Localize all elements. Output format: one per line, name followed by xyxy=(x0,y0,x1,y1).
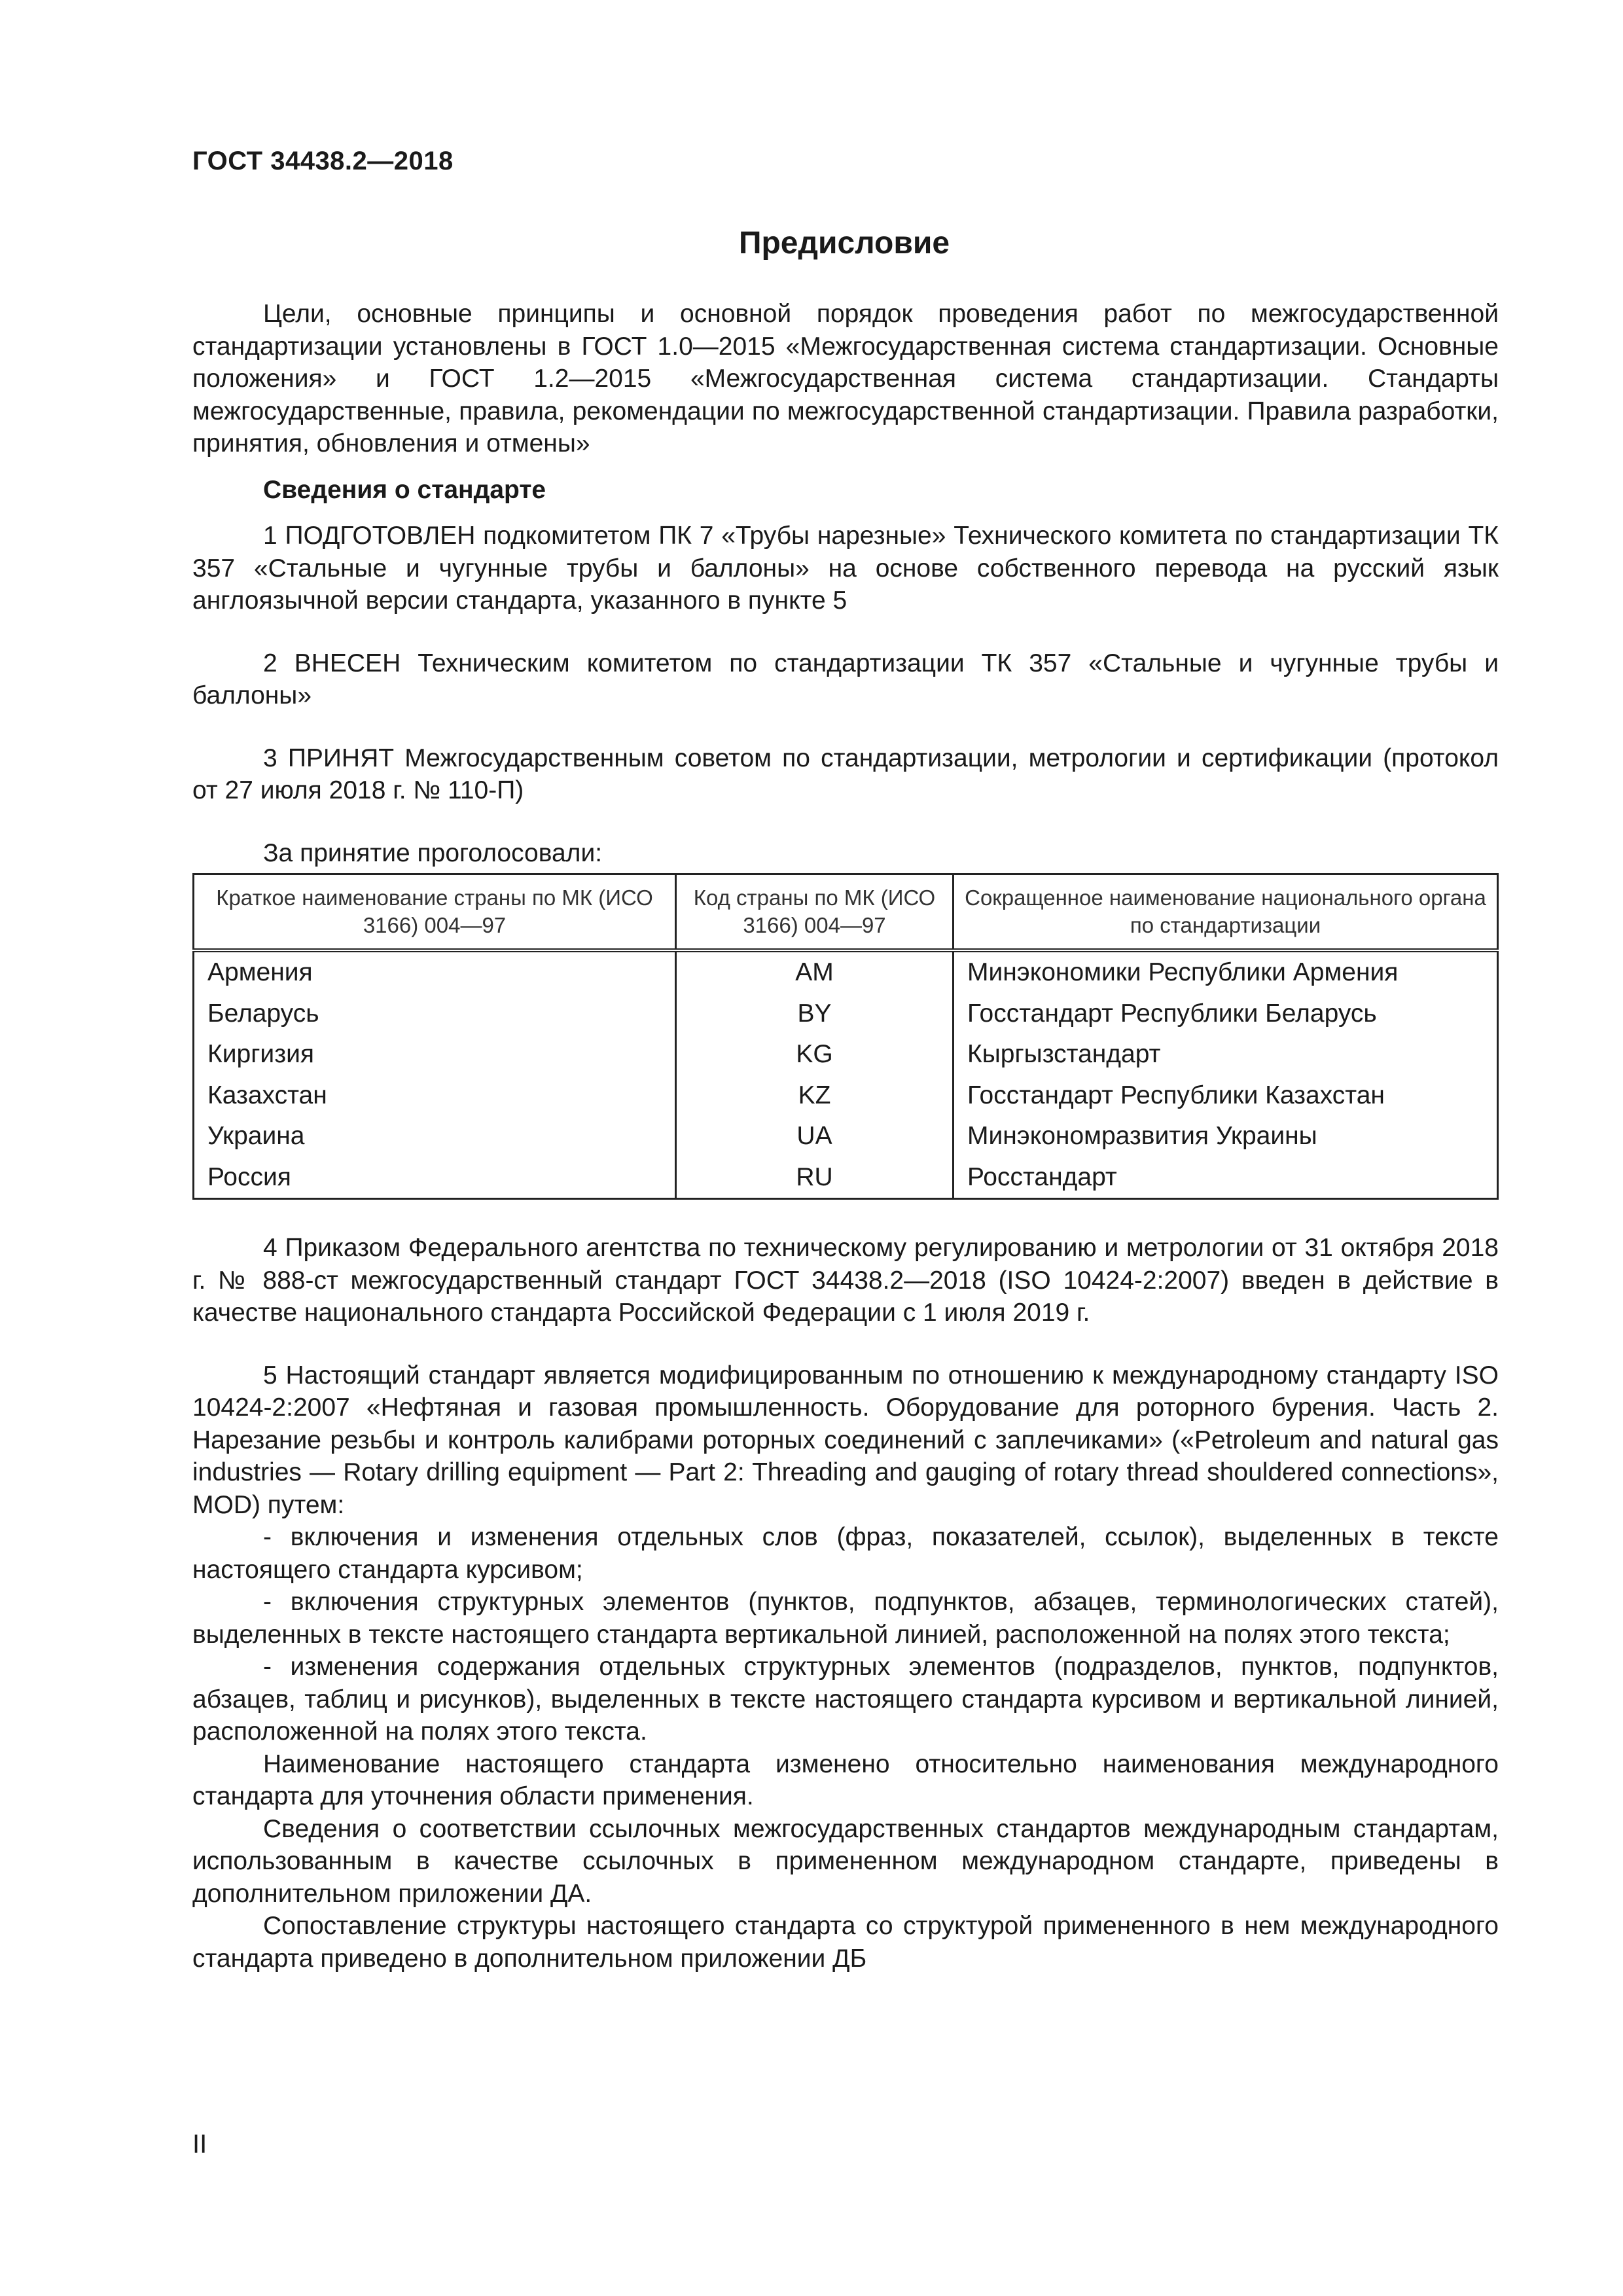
country-cell: Беларусь xyxy=(194,994,676,1035)
country-cell: Казахстан xyxy=(194,1075,676,1117)
body-cell: Росстандарт xyxy=(967,1162,1117,1191)
table-row xyxy=(194,1075,1498,1117)
country-cell: Россия xyxy=(194,1157,676,1199)
page-title: Предисловие xyxy=(738,226,950,260)
section-heading: Сведения о стандарте xyxy=(263,475,546,504)
country-cell: Армения xyxy=(194,950,676,994)
table-row xyxy=(194,1034,1498,1075)
country-cell: Киргизия xyxy=(194,1034,676,1075)
voting-table xyxy=(192,873,1499,1200)
item-2-paragraph: 2 ВНЕСЕН Техническим комитетом по стандартизации ТК 357 «Стальные и чугунные трубы и баллоны» xyxy=(192,649,1499,709)
code-cell: BY xyxy=(676,994,954,1035)
dash-item-1: - включения и изменения отдельных слов (фраз, показателей, ссылок), выделенных в тексте настоящего стандарта курсивом; xyxy=(192,1523,1499,1584)
item-4-paragraph: 4 Приказом Федерального агентства по техническому регулированию и метрологии от 31 октября 2018 г. № 888-ст межгосударственный стандарт ГОСТ 34438.2—2018 (ISO 10424-2:2007) введен в действие в качестве национального стандарта Российской Федерации с 1 июля 2019 г. xyxy=(192,1234,1499,1327)
vote-label: За принятие проголосовали: xyxy=(263,838,603,867)
page-number: II xyxy=(192,2130,207,2159)
code-cell: UA xyxy=(676,1116,954,1157)
body-cell: Госстандарт Республики Беларусь xyxy=(967,999,1377,1028)
document-body xyxy=(192,298,1499,1975)
item-1-paragraph: 1 ПОДГОТОВЛЕН подкомитетом ПК 7 «Трубы нарезные» Технического комитета по стандартизации ТК 357 «Стальные и чугунные трубы и баллоны» на основе собственного перевода на русский язык англоязычной версии стандарта, указанного в пункте 5 xyxy=(192,522,1499,615)
code-cell: KZ xyxy=(676,1075,954,1117)
table-row xyxy=(194,950,1498,994)
code-cell: KG xyxy=(676,1034,954,1075)
country-cell: Украина xyxy=(194,1116,676,1157)
code-cell: AM xyxy=(676,950,954,994)
name-change-paragraph: Наименование настоящего стандарта изменено относительно наименования международного стандарта для уточнения области применения. xyxy=(192,1749,1499,1810)
body-cell: Минэкономики Республики Армения xyxy=(967,958,1399,987)
intro-paragraph: Цели, основные принципы и основной порядок проведения работ по межгосударственной стандартизации установлены в ГОСТ 1.0—2015 «Межгосударственная система стандартизации. Основные положения» и ГОСТ 1.2—2015 «Межгосударственная система стандартизации. Стандарты межгосударственные, правила, рекомендации по межгосударственной стандартизации. Правила разработки, принятия, обновления и отмены» xyxy=(192,300,1499,457)
item-5-paragraph: 5 Настоящий стандарт является модифицированным по отношению к международному стандарту ISO 10424-2:2007 «Нефтяная и газовая промышленность. Оборудование для роторного бурения. Часть 2. Нарезание резьбы и контроль калибрами роторных соединений с заплечиками» («Petroleum and natural gas industries — Rotary drilling equipment — Part 2: Threading and gauging of rotary thread shouldered connections», MOD) путем: xyxy=(192,1361,1499,1519)
structure-paragraph: Сопоставление структуры настоящего стандарта со структурой примененного в нем международного стандарта приведено в дополнительном приложении ДБ xyxy=(192,1912,1499,1973)
document-id: ГОСТ 34438.2—2018 xyxy=(192,147,454,175)
code-cell: RU xyxy=(676,1157,954,1199)
dash-item-3: - изменения содержания отдельных структурных элементов (подразделов, пунктов, подпунктов, абзацев, таблиц и рисунков), выделенных в тексте настоящего стандарта курсивом и вертикальной линией, расположенной на полях этого текста. xyxy=(192,1653,1499,1746)
body-cell: Минэкономразвития Украины xyxy=(967,1122,1317,1151)
header-country-code: Код страны по МК (ИСО 3166) 004—97 xyxy=(676,874,954,951)
table-row xyxy=(194,1116,1498,1157)
table-row xyxy=(194,994,1498,1035)
table-row xyxy=(194,1157,1498,1199)
dash-item-2: - включения структурных элементов (пунктов, подпунктов, абзацев, терминологических статей), выделенных в тексте настоящего стандарта вертикальной линией, расположенной на полях этого текста; xyxy=(192,1588,1499,1649)
header-national-body: Сокращенное наименование национального органа по стандартизации xyxy=(954,874,1498,951)
header-country-name: Краткое наименование страны по МК (ИСО 3166) 004—97 xyxy=(194,874,676,951)
body-cell: Кыргызстандарт xyxy=(967,1040,1161,1069)
item-3-paragraph: 3 ПРИНЯТ Межгосударственным советом по стандартизации, метрологии и сертификации (протокол от 27 июля 2018 г. № 110-П) xyxy=(192,744,1499,804)
references-paragraph: Сведения о соответствии ссылочных межгосударственных стандартов международным стандартам, использованным в качестве ссылочных в примененном международном стандарте, приведены в дополнительном приложении ДА. xyxy=(192,1814,1499,1908)
body-cell: Госстандарт Республики Казахстан xyxy=(967,1081,1385,1109)
table-header-row xyxy=(194,874,1498,951)
